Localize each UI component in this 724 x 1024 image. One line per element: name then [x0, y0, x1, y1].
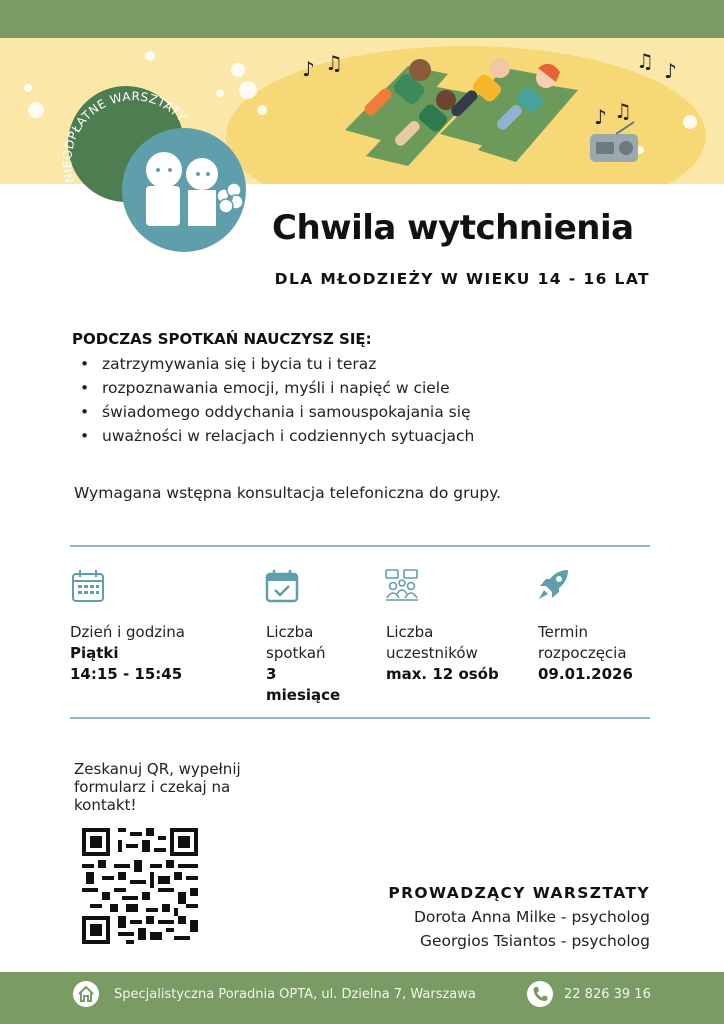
consultation-note: Wymagana wstępna konsultacja telefoniczna do grupy.	[74, 484, 502, 502]
svg-text:♫: ♫	[325, 51, 343, 75]
svg-text:♪: ♪	[594, 105, 607, 129]
badge-ring-text: NIEODPŁATNE WARSZTATY	[60, 89, 189, 184]
list-item: • świadomego oddychania i samouspokajania się	[76, 400, 474, 424]
info-participants: Liczba uczestników max. 12 osób	[386, 623, 499, 683]
top-bar	[0, 0, 724, 38]
info-meetings: Liczba spotkań 3 miesiące	[266, 623, 341, 704]
list-item: • uważności w relacjach i codziennych sytuacjach	[76, 424, 474, 448]
svg-text:♫: ♫	[614, 99, 632, 123]
page-title: Chwila wytchnienia	[272, 208, 634, 248]
calendar-icon	[70, 568, 106, 604]
info-day: Dzień i godzina Piątki 14:15 - 15:45	[70, 623, 185, 683]
divider	[70, 545, 650, 547]
footer-address: Specjalistyczna Poradnia OPTA, ul. Dzielna 7, Warszawa	[114, 987, 476, 1002]
leader-name: Georgios Tsiantos - psycholog	[420, 932, 650, 950]
divider	[70, 717, 650, 719]
svg-text:♫: ♫	[636, 49, 654, 73]
qr-code[interactable]	[82, 828, 198, 944]
list-item: • rozpoznawania emocji, myśli i napięć w ciele	[76, 376, 474, 400]
info-start: Termin rozpoczęcia 09.01.2026	[538, 623, 633, 683]
learn-heading: PODCZAS SPOTKAŃ NAUCZYSZ SIĘ:	[72, 330, 372, 348]
age-subtitle: DLA MŁODZIEŻY W WIEKU 14 - 16 LAT	[274, 270, 650, 288]
group-icon	[384, 568, 420, 604]
footer-phone[interactable]: 22 826 39 16	[564, 987, 651, 1002]
rocket-icon	[536, 566, 572, 602]
home-icon	[73, 981, 99, 1007]
leaders-heading: PROWADZĄCY WARSZTATY	[388, 884, 650, 902]
calendar-check-icon	[264, 568, 300, 604]
learn-list	[76, 352, 474, 448]
free-workshop-badge	[56, 78, 252, 258]
phone-icon	[527, 981, 553, 1007]
leader-name: Dorota Anna Milke - psycholog	[413, 908, 650, 926]
svg-text:♪: ♪	[664, 59, 677, 83]
svg-text:♪: ♪	[302, 57, 315, 81]
list-item: • zatrzymywania się i bycia tu i teraz	[76, 352, 474, 376]
qr-instructions: Zeskanuj QR, wypełnij formularz i czekaj na kontakt!	[74, 760, 241, 814]
